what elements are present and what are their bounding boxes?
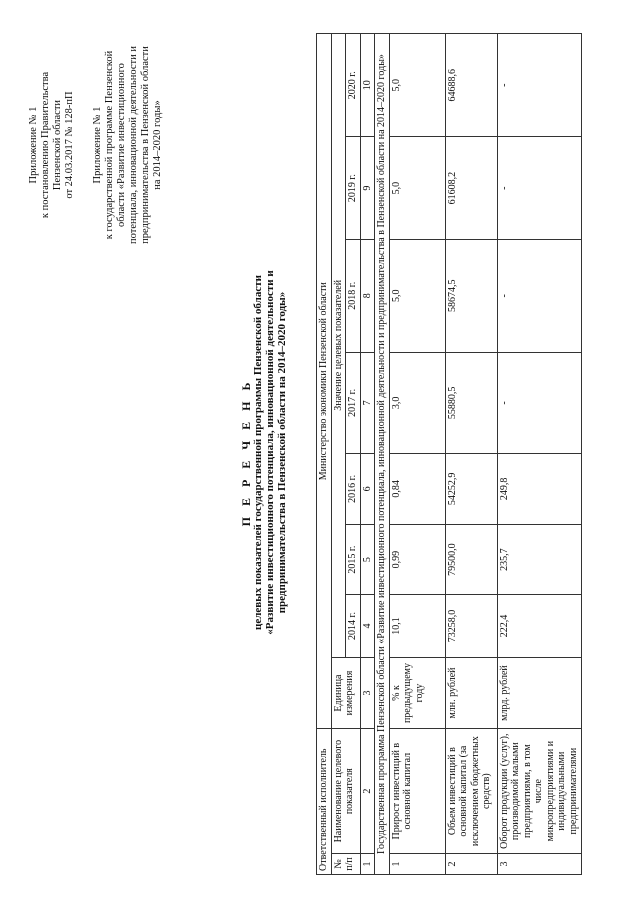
col-number: 4: [360, 595, 375, 657]
year-cell: 2017 г.: [346, 352, 361, 453]
row-num: 2: [445, 853, 497, 874]
appendix-current-line2: к постановлению Правительства: [40, 71, 51, 219]
appendix-original-line5: предпринимательства в Пензенской области: [140, 46, 151, 244]
col-number: 8: [360, 239, 375, 352]
header-unit: Единица измерения: [331, 657, 360, 729]
title-line2: «Развитие инвестиционного потенциала, инновационной деятельности и: [264, 270, 276, 635]
appendix-current: [28, 25, 76, 265]
appendix-original: [92, 25, 164, 265]
header-row: [331, 34, 346, 875]
row-value: 54252,9: [445, 454, 497, 525]
row-value: 64688,6: [445, 34, 497, 137]
row-value: 73258,0: [445, 595, 497, 657]
year-cell: 2020 г.: [346, 34, 361, 137]
row-value: 5,0: [389, 137, 445, 239]
row-unit: млрд. рублей: [497, 657, 581, 729]
appendix-original-line6: на 2014–2020 годы»: [152, 100, 163, 190]
appendix-current-line4: от 24.03.2017 № 128-пП: [64, 91, 75, 199]
year-cell: 2018 г.: [346, 239, 361, 352]
row-value: -: [497, 34, 581, 137]
year-cell: 2019 г.: [346, 137, 361, 239]
row-num: 3: [497, 853, 581, 874]
row-value: 249,8: [497, 454, 581, 525]
col-number: 2: [360, 729, 375, 854]
row-value: -: [497, 137, 581, 239]
row-value: 79500,0: [445, 524, 497, 595]
row-name: Оборот продукции (услуг), производимой малыми предприятиями, в том числе микропредприятиями и индивидуальными предпринимателями: [497, 729, 581, 854]
row-value: -: [497, 239, 581, 352]
row-unit: млн. рублей: [445, 657, 497, 729]
table-row: [389, 34, 445, 875]
header-name: Наименование целевого показателя: [331, 729, 360, 854]
appendix-original-line1: Приложение № 1: [92, 106, 103, 184]
appendix-original-line2: к государственной программе Пензенской: [104, 50, 115, 240]
year-cell: 2016 г.: [346, 454, 361, 525]
responsible-value: Министерство экономики Пензенской области: [317, 34, 332, 729]
col-number: 3: [360, 657, 375, 729]
title-heading: П Е Р Е Ч Е Н Ь: [239, 378, 253, 527]
row-value: -: [497, 352, 581, 453]
row-value: 10,1: [389, 595, 445, 657]
row-value: 61608,2: [445, 137, 497, 239]
header-num: № п/п: [331, 853, 360, 874]
row-value: 58674,5: [445, 239, 497, 352]
responsible-row: [317, 34, 332, 875]
section-row: [375, 34, 390, 875]
col-number: 5: [360, 524, 375, 595]
row-name: Объем инвестиций в основной капитал (за исключением бюджетных средств): [445, 729, 497, 854]
row-value: 0,84: [389, 454, 445, 525]
appendix-original-line3: области «Развитие инвестиционного: [116, 63, 127, 227]
year-cell: 2015 г.: [346, 524, 361, 595]
responsible-label: Ответственный исполнитель: [317, 729, 332, 875]
appendix-current-line1: Приложение № 1: [28, 106, 39, 184]
row-value: 5,0: [389, 34, 445, 137]
col-number: 7: [360, 352, 375, 453]
header-values: Значение целевых показателей: [331, 34, 346, 658]
row-value: 235,7: [497, 524, 581, 595]
document-title: [240, 0, 288, 905]
year-cell: 2014 г.: [346, 595, 361, 657]
col-number: 10: [360, 34, 375, 137]
title-line3: предпринимательства в Пензенской области на 2014–2020 годы»: [276, 291, 288, 614]
row-value: 0,99: [389, 524, 445, 595]
table-row: [497, 34, 581, 875]
appendix-current-line3: Пензенской области: [52, 99, 63, 191]
col-number: 6: [360, 454, 375, 525]
row-value: 5,0: [389, 239, 445, 352]
title-line1: целевых показателей государственной программы Пензенской области: [252, 275, 264, 630]
row-value: 3,0: [389, 352, 445, 453]
col-number: 9: [360, 137, 375, 239]
section-title: Государственная программа Пензенской области «Развитие инвестиционного потенциала, инновационной деятельности и предпринимательства в Пензенской области на 2014–2020 годы»: [375, 34, 390, 875]
indicators-table: [316, 33, 582, 875]
row-name: Прирост инвестиций в основной капитал: [389, 729, 445, 854]
col-number: 1: [360, 853, 375, 874]
column-numbers-row: [360, 34, 375, 875]
row-unit: % к предыдущему году: [389, 657, 445, 729]
row-value: 55880,5: [445, 352, 497, 453]
table-row: [445, 34, 497, 875]
appendix-original-line4: потенциала, инновационной деятельности и: [128, 46, 139, 244]
row-value: 222,4: [497, 595, 581, 657]
row-num: 1: [389, 853, 445, 874]
